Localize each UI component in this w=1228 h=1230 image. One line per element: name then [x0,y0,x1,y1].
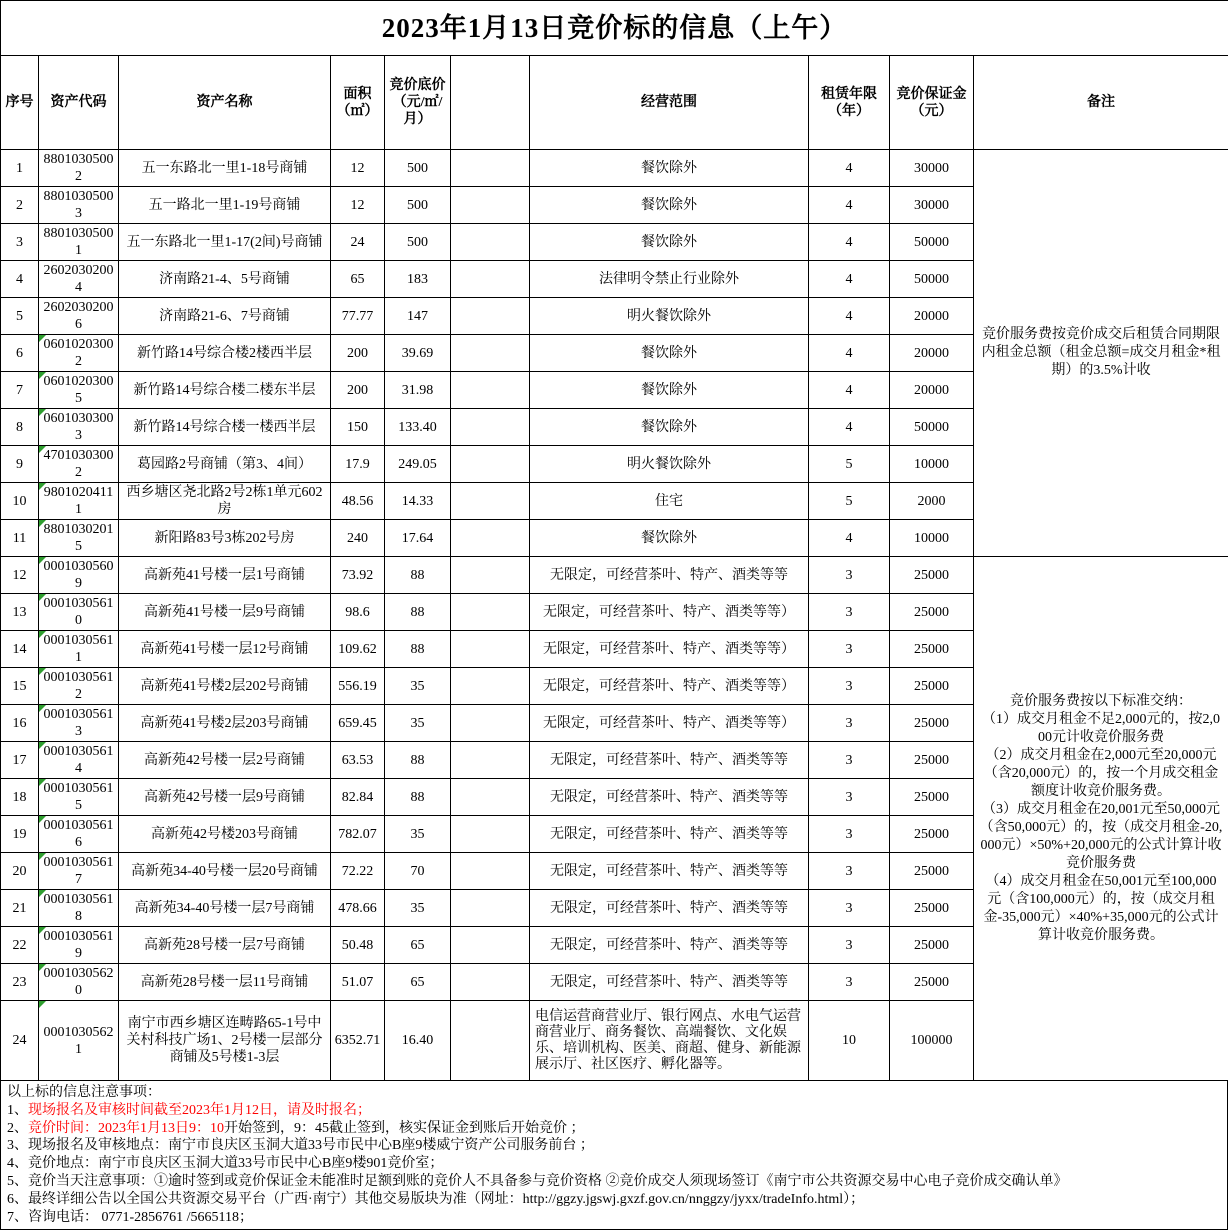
cell-asset-code: 00010305613 [39,705,119,742]
cell-deposit: 25000 [890,927,974,964]
cell-lease-term: 4 [809,224,890,261]
col-header-business-scope: 经营范围 [530,56,809,150]
cell-asset-name: 高新苑28号楼一层11号商铺 [119,964,331,1001]
cell-floor-price: 88 [385,557,451,594]
cell-business-scope: 餐饮除外 [530,372,809,409]
cell-index: 2 [1,187,39,224]
cell-spacer [451,594,530,631]
cell-spacer [451,520,530,557]
cell-spacer [451,483,530,520]
footer-note-2 [7,1120,1227,1138]
note-text: 3、现场报名及审核地点：南宁市良庆区玉洞大道33号市民中心B座9楼威宁资产公司服务前台 ； [7,1138,594,1153]
cell-asset-code: 88010305002 [39,150,119,187]
cell-index: 18 [1,779,39,816]
cell-deposit: 25000 [890,853,974,890]
cell-area: 24 [331,224,385,261]
cell-asset-name: 高新苑42号楼一层9号商铺 [119,779,331,816]
cell-asset-name: 高新苑28号楼一层7号商铺 [119,927,331,964]
cell-business-scope: 无限定，可经营茶叶、特产、酒类等等 [530,853,809,890]
cell-asset-name: 新竹路14号综合楼一楼西半层 [119,409,331,446]
cell-spacer [451,927,530,964]
note-text: 5、竞价当天注意事项：①逾时签到或竞价保证金未能准时足额到账的竞价人不具备参与竞价资格 ②竞价成交人须现场签订《南宁市公共资源交易中心电子竞价成交确认单》 [7,1174,1068,1189]
cell-business-scope: 明火餐饮除外 [530,446,809,483]
footer-heading: 以上标的信息注意事项： [7,1084,1227,1102]
cell-business-scope: 无限定，可经营茶叶、特产、酒类等等 [530,779,809,816]
cell-spacer [451,742,530,779]
cell-deposit: 30000 [890,150,974,187]
cell-floor-price: 70 [385,853,451,890]
footer-note-7 [7,1209,1227,1227]
col-header-index: 序号 [1,56,39,150]
cell-business-scope: 餐饮除外 [530,224,809,261]
cell-floor-price: 147 [385,298,451,335]
cell-area: 556.19 [331,668,385,705]
cell-floor-price: 500 [385,187,451,224]
cell-business-scope: 餐饮除外 [530,520,809,557]
cell-business-scope: 住宅 [530,483,809,520]
cell-asset-name: 五一路北一里1-19号商铺 [119,187,331,224]
cell-floor-price: 88 [385,631,451,668]
cell-deposit: 50000 [890,224,974,261]
cell-spacer [451,1001,530,1081]
cell-business-scope: 无限定，可经营茶叶、特产、酒类等等） [530,594,809,631]
cell-index: 7 [1,372,39,409]
cell-asset-code: 06010203002 [39,335,119,372]
cell-floor-price: 65 [385,927,451,964]
cell-deposit: 10000 [890,446,974,483]
cell-index: 24 [1,1001,39,1081]
cell-asset-code: 00010305614 [39,742,119,779]
col-header-deposit: 竞价保证金（元） [890,56,974,150]
cell-area: 17.9 [331,446,385,483]
cell-area: 12 [331,150,385,187]
note-text: 2、 [7,1121,28,1136]
cell-spacer [451,964,530,1001]
cell-lease-term: 4 [809,335,890,372]
cell-floor-price: 39.69 [385,335,451,372]
cell-lease-term: 3 [809,964,890,1001]
cell-lease-term: 3 [809,853,890,890]
cell-deposit: 25000 [890,705,974,742]
cell-index: 17 [1,742,39,779]
title-row [1,1,1228,56]
cell-area: 63.53 [331,742,385,779]
cell-asset-name: 高新苑42号楼203号商铺 [119,816,331,853]
cell-asset-code: 00010305612 [39,668,119,705]
cell-deposit: 20000 [890,372,974,409]
remark-line: （1）成交月租金不足2,000元的，按2,000元计收竞价服务费 [979,711,1223,747]
cell-floor-price: 88 [385,742,451,779]
cell-asset-name: 济南路21-4、5号商铺 [119,261,331,298]
cell-asset-code: 00010305610 [39,594,119,631]
cell-area: 200 [331,335,385,372]
cell-asset-code: 88010305001 [39,224,119,261]
cell-index: 5 [1,298,39,335]
col-header-asset-name: 资产名称 [119,56,331,150]
cell-asset-code: 00010305620 [39,964,119,1001]
cell-area: 98.6 [331,594,385,631]
cell-area: 109.62 [331,631,385,668]
note-text: 7、咨询电话： 0771-2856761 /5665118； [7,1210,253,1225]
cell-index: 14 [1,631,39,668]
cell-lease-term: 5 [809,446,890,483]
cell-floor-price: 35 [385,890,451,927]
cell-asset-code: 00010305621 [39,1001,119,1081]
cell-deposit: 25000 [890,631,974,668]
cell-deposit: 25000 [890,779,974,816]
cell-asset-name: 五一东路北一里1-17(2间)号商铺 [119,224,331,261]
cell-asset-name: 高新苑41号楼一层9号商铺 [119,594,331,631]
cell-asset-name: 葛园路2号商铺（第3、4间） [119,446,331,483]
remark-line: （4）成交月租金在50,001元至100,000元（含100,000元）的，按（成交月租金-35,000元）×40%+35,000元的公式计算计收竞价服务费。 [979,873,1223,945]
cell-deposit: 25000 [890,668,974,705]
cell-area: 51.07 [331,964,385,1001]
cell-asset-name: 新竹路14号综合楼2楼西半层 [119,335,331,372]
cell-asset-name: 高新苑41号楼2层202号商铺 [119,668,331,705]
cell-lease-term: 4 [809,372,890,409]
cell-index: 16 [1,705,39,742]
footer-notes-list [7,1102,1227,1227]
cell-index: 21 [1,890,39,927]
cell-spacer [451,853,530,890]
footer-notes-block [0,1081,1228,1230]
cell-area: 48.56 [331,483,385,520]
cell-asset-code: 47010303002 [39,446,119,483]
cell-deposit: 2000 [890,483,974,520]
footer-note-1 [7,1102,1227,1120]
cell-lease-term: 3 [809,631,890,668]
remark-service-fee-3point5pct: 竞价服务费按竞价成交后租赁合同期限内租金总额（租金总额=成交月租金*租期）的3.5%计收 [974,150,1228,557]
footer-note-6 [7,1191,1227,1209]
note-text: 6、最终详细公告以全国公共资源交易平台（广西·南宁）其他交易版块为准（网址：http://ggzy.jgswj.gxzf.gov.cn/nnggzy/jyxx/tradeInfo.html）； [7,1192,864,1207]
cell-area: 50.48 [331,927,385,964]
note-text-red: 现场报名及审核时间截至2023年1月12日，请及时报名； [28,1103,371,1118]
cell-business-scope: 明火餐饮除外 [530,298,809,335]
cell-asset-code: 26020302006 [39,298,119,335]
cell-lease-term: 3 [809,594,890,631]
cell-asset-name: 高新苑34-40号楼一层20号商铺 [119,853,331,890]
cell-business-scope: 无限定，可经营茶叶、特产、酒类等等 [530,927,809,964]
cell-asset-name: 高新苑41号楼一层12号商铺 [119,631,331,668]
cell-asset-name: 西乡塘区尧北路2号2栋1单元602房 [119,483,331,520]
cell-asset-code: 26020302004 [39,261,119,298]
cell-business-scope: 无限定，可经营茶叶、特产、酒类等等 [530,890,809,927]
cell-asset-name: 新竹路14号综合楼二楼东半层 [119,372,331,409]
cell-index: 22 [1,927,39,964]
cell-lease-term: 3 [809,668,890,705]
cell-spacer [451,372,530,409]
col-header-asset-code: 资产代码 [39,56,119,150]
cell-index: 6 [1,335,39,372]
cell-lease-term: 4 [809,261,890,298]
cell-spacer [451,187,530,224]
cell-spacer [451,224,530,261]
cell-lease-term: 5 [809,483,890,520]
cell-spacer [451,631,530,668]
cell-index: 9 [1,446,39,483]
cell-spacer [451,335,530,372]
cell-index: 3 [1,224,39,261]
cell-lease-term: 4 [809,409,890,446]
cell-deposit: 20000 [890,298,974,335]
cell-asset-code: 06010303003 [39,409,119,446]
cell-business-scope: 餐饮除外 [530,150,809,187]
cell-area: 150 [331,409,385,446]
cell-index: 13 [1,594,39,631]
cell-area: 478.66 [331,890,385,927]
cell-floor-price: 16.40 [385,1001,451,1081]
cell-index: 8 [1,409,39,446]
cell-index: 23 [1,964,39,1001]
cell-deposit: 25000 [890,816,974,853]
column-header-row [1,56,1228,150]
note-text: 4、竞价地点：南宁市良庆区玉洞大道33号市民中心B座9楼901竞价室； [7,1156,443,1171]
cell-business-scope: 法律明令禁止行业除外 [530,261,809,298]
cell-spacer [451,446,530,483]
page-title: 2023年1月13日竞价标的信息（上午） [1,1,1228,56]
cell-business-scope: 无限定，可经营茶叶、特产、酒类等等 [530,964,809,1001]
note-text-red: 竞价时间：2023年1月13日9：10 [28,1121,224,1136]
cell-floor-price: 249.05 [385,446,451,483]
cell-lease-term: 3 [809,890,890,927]
cell-index: 1 [1,150,39,187]
cell-lease-term: 3 [809,779,890,816]
cell-area: 12 [331,187,385,224]
cell-floor-price: 133.40 [385,409,451,446]
cell-business-scope: 无限定，可经营茶叶、特产、酒类等等） [530,668,809,705]
note-text: 开始签到，9：45截止签到，核实保证金到账后开始竞价 ； [224,1121,585,1136]
cell-floor-price: 35 [385,668,451,705]
remark-line: 竞价服务费按以下标准交纳： [979,693,1223,711]
cell-area: 82.84 [331,779,385,816]
cell-lease-term: 4 [809,520,890,557]
cell-floor-price: 31.98 [385,372,451,409]
cell-asset-code: 88010302015 [39,520,119,557]
cell-spacer [451,557,530,594]
cell-business-scope: 餐饮除外 [530,187,809,224]
cell-floor-price: 17.64 [385,520,451,557]
cell-area: 782.07 [331,816,385,853]
cell-asset-name: 高新苑34-40号楼一层7号商铺 [119,890,331,927]
cell-area: 6352.71 [331,1001,385,1081]
col-header-spacer [451,56,530,150]
cell-business-scope: 无限定，可经营茶叶、特产、酒类等等） [530,631,809,668]
cell-area: 659.45 [331,705,385,742]
cell-asset-name: 五一东路北一里1-18号商铺 [119,150,331,187]
cell-lease-term: 3 [809,927,890,964]
cell-asset-code: 00010305617 [39,853,119,890]
cell-area: 200 [331,372,385,409]
cell-spacer [451,261,530,298]
cell-lease-term: 3 [809,557,890,594]
cell-business-scope: 无限定，可经营茶叶、特产、酒类等等） [530,705,809,742]
cell-business-scope: 餐饮除外 [530,409,809,446]
cell-asset-name: 济南路21-6、7号商铺 [119,298,331,335]
cell-asset-code: 98010204111 [39,483,119,520]
cell-floor-price: 35 [385,705,451,742]
cell-asset-name: 高新苑42号楼一层2号商铺 [119,742,331,779]
footer-note-4 [7,1155,1227,1173]
cell-index: 15 [1,668,39,705]
cell-area: 77.77 [331,298,385,335]
footer-note-3 [7,1137,1227,1155]
col-header-lease-term: 租赁年限（年） [809,56,890,150]
cell-spacer [451,890,530,927]
cell-floor-price: 65 [385,964,451,1001]
cell-business-scope: 电信运营商营业厅、银行网点、水电气运营商营业厅、商务餐饮、高端餐饮、文化娱乐、培训机构、医美、商超、健身、新能源展示厅、社区医疗、孵化器等。 [530,1001,809,1081]
cell-lease-term: 10 [809,1001,890,1081]
cell-deposit: 100000 [890,1001,974,1081]
cell-asset-code: 00010305609 [39,557,119,594]
cell-business-scope: 无限定，可经营茶叶、特产、酒类等等 [530,742,809,779]
cell-deposit: 30000 [890,187,974,224]
cell-deposit: 25000 [890,557,974,594]
cell-business-scope: 餐饮除外 [530,335,809,372]
cell-floor-price: 88 [385,779,451,816]
cell-floor-price: 14.33 [385,483,451,520]
cell-lease-term: 3 [809,816,890,853]
cell-deposit: 25000 [890,742,974,779]
cell-lease-term: 4 [809,298,890,335]
cell-index: 20 [1,853,39,890]
cell-index: 4 [1,261,39,298]
cell-floor-price: 88 [385,594,451,631]
col-header-remarks: 备注 [974,56,1228,150]
cell-asset-name: 南宁市西乡塘区连畴路65-1号中关村科技广场1、2号楼一层部分商铺及5号楼1-3层 [119,1001,331,1081]
remark-line: （2）成交月租金在2,000元至20,000元（含20,000元）的，按一个月成交租金额度计收竞价服务费。 [979,747,1223,801]
cell-spacer [451,779,530,816]
table-body [1,150,1228,1081]
cell-lease-term: 3 [809,705,890,742]
cell-lease-term: 4 [809,150,890,187]
cell-index: 10 [1,483,39,520]
cell-deposit: 20000 [890,335,974,372]
cell-spacer [451,705,530,742]
cell-floor-price: 500 [385,224,451,261]
col-header-area: 面积（㎡） [331,56,385,150]
footer-note-5 [7,1173,1227,1191]
cell-asset-name: 高新苑41号楼2层203号商铺 [119,705,331,742]
cell-deposit: 25000 [890,890,974,927]
cell-deposit: 25000 [890,594,974,631]
cell-index: 19 [1,816,39,853]
cell-spacer [451,150,530,187]
cell-asset-code: 00010305611 [39,631,119,668]
cell-deposit: 25000 [890,964,974,1001]
cell-lease-term: 3 [809,742,890,779]
cell-deposit: 50000 [890,409,974,446]
cell-area: 65 [331,261,385,298]
cell-index: 12 [1,557,39,594]
cell-asset-name: 高新苑41号楼一层1号商铺 [119,557,331,594]
cell-floor-price: 183 [385,261,451,298]
table-row-12 [1,557,1228,594]
cell-deposit: 50000 [890,261,974,298]
cell-index: 11 [1,520,39,557]
cell-lease-term: 4 [809,187,890,224]
cell-spacer [451,816,530,853]
cell-spacer [451,409,530,446]
cell-asset-code: 88010305003 [39,187,119,224]
cell-asset-name: 新阳路83号3栋202号房 [119,520,331,557]
cell-floor-price: 35 [385,816,451,853]
cell-spacer [451,668,530,705]
cell-asset-code: 00010305615 [39,779,119,816]
cell-area: 72.22 [331,853,385,890]
cell-asset-code: 00010305616 [39,816,119,853]
cell-spacer [451,298,530,335]
cell-asset-code: 06010203005 [39,372,119,409]
remark-service-fee-tiers [974,557,1228,1081]
cell-business-scope: 无限定，可经营茶叶、特产、酒类等等 [530,816,809,853]
cell-area: 73.92 [331,557,385,594]
table-row-1 [1,150,1228,187]
cell-asset-code: 00010305618 [39,890,119,927]
note-text: 1、 [7,1103,28,1118]
cell-asset-code: 00010305619 [39,927,119,964]
cell-business-scope: 无限定，可经营茶叶、特产、酒类等等 [530,557,809,594]
cell-deposit: 10000 [890,520,974,557]
cell-floor-price: 500 [385,150,451,187]
col-header-floor-price: 竞价底价（元/㎡/月） [385,56,451,150]
remark-line: （3）成交月租金在20,001元至50,000元（含50,000元）的，按（成交月租金-20,000元）×50%+20,000元的公式计算计收竞价服务费 [979,801,1223,873]
cell-area: 240 [331,520,385,557]
